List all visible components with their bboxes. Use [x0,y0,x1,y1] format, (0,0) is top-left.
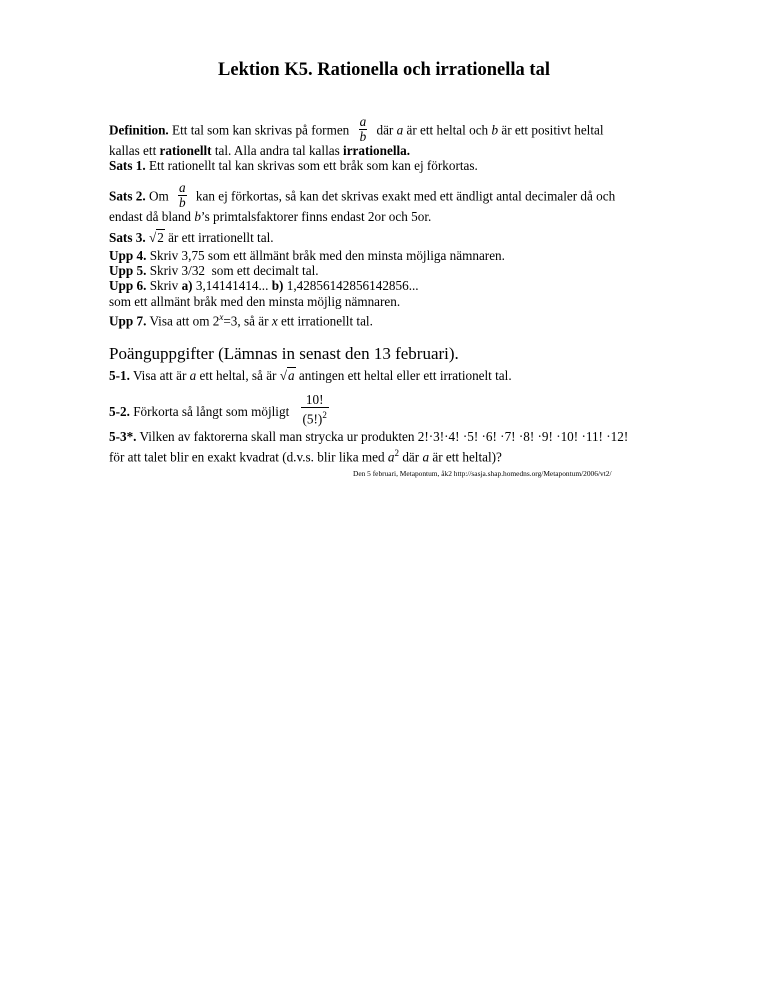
sats-3-label: Sats 3. [109,230,146,245]
section-heading: Poänguppgifter (Lämnas in senast den 13 februari). [109,344,459,363]
problem-5-3-line-2 [109,445,502,465]
sats-2-label: Sats 2. [109,188,146,204]
upp-4 [109,248,505,264]
upp-7-label: Upp 7. [109,313,147,329]
fraction-denominator: b [359,129,367,144]
definition-label: Definition. [109,122,169,138]
definition-text: kallas ett [109,143,157,158]
upp-5-text: Skriv 3/32 som ett decimalt tal. [149,263,319,278]
term-irrationella: irrationella. [343,143,411,158]
sats-2-text: kan ej förkortas, så kan det skrivas exakt med ett ändligt antal decimaler då och [195,188,616,204]
radical-sign: √ [148,230,157,245]
page-title: Lektion K5. Rationella och irrationella tal [218,60,550,80]
upp-6-label: Upp 6. [109,278,147,293]
sats-2-text: Om [148,188,169,204]
upp-6-part-a-label: a) [181,278,193,293]
upp-5-label: Upp 5. [109,263,147,278]
upp-5 [109,263,319,279]
variable-a: a [396,122,404,138]
upp-6-text: Skriv [149,278,179,293]
variable-x: x [271,313,278,329]
fraction-numerator: 10! [301,392,329,408]
sats-3-text: är ett irrationellt tal. [168,230,274,245]
problem-5-2 [109,392,329,430]
upp-7 [109,309,373,329]
upp-6-part-b-value: 1,42856142856142856... [286,278,419,293]
variable-b: b [491,122,499,138]
exponent-x: x [219,312,224,322]
definition-text: där [376,122,394,138]
radicand: 2 [157,230,164,245]
problem-5-1-label: 5-1. [109,368,130,383]
definition-text: tal. Alla andra tal kallas [214,143,340,158]
upp-6-text: som ett allmänt bråk med den minsta möjlig nämnaren. [109,294,401,309]
upp-6-line-2 [109,294,400,310]
sats-1-label: Sats 1. [109,158,146,173]
sats-2-text: ’s primtalsfaktorer finns endast 2or och 5or. [200,209,432,224]
problem-5-3-label: 5-3*. [109,429,137,444]
variable-a: a [189,368,197,383]
upp-7-text: Visa att om 2 [149,313,220,329]
upp-7-text: =3, så är [223,313,269,329]
definition-line-2 [109,143,410,159]
sats-2-line-2 [109,209,431,225]
sats-1 [109,158,478,174]
sats-2 [109,180,616,212]
definition-text: är ett heltal och [406,122,489,138]
fraction-a-over-b [359,115,368,144]
definition-line [109,114,604,146]
variable-b: b [194,209,201,224]
denominator-base: (5!) [302,411,323,427]
radicand: a [287,368,295,383]
exponent-2: 2 [394,448,400,458]
upp-4-text: Skriv 3,75 som ett ällmänt bråk med den minsta möjliga nämnaren. [149,248,505,263]
upp-4-label: Upp 4. [109,248,147,263]
upp-7-text: ett irrationellt tal. [280,313,373,329]
fraction-denominator: b [179,195,186,210]
problem-5-2-text: Förkorta så långt som möjligt [133,404,290,420]
problem-5-1 [109,368,512,384]
problem-5-3-text: Vilken av faktorerna skall man strycka ur produkten 2!·3!·4! ·5! ·6! ·7! ·8! ·9! ·10! ·11! ·12! [139,429,629,444]
upp-6-part-b-label: b) [271,278,284,293]
fraction-a-over-b [178,181,187,210]
problem-5-1-text: Visa att är [132,368,187,383]
problem-5-1-text: ett heltal, så är [199,368,277,383]
definition-text: är ett positivt heltal [501,122,604,138]
problem-5-2-label: 5-2. [109,404,130,420]
denominator-exponent: 2 [322,410,327,420]
square-root-a [280,368,296,384]
problem-5-3-text: för att talet blir en exakt kvadrat (d.v.s. blir lika med [109,449,385,465]
fraction-10-factorial-over-5-factorial-squared [301,392,329,426]
footer-note: Den 5 februari, Metapontum, åk2 http://sasja.shap.homedns.org/Metapontum/2006/vt2/ [353,469,612,478]
problem-5-3-text: är ett heltal)? [432,449,502,465]
sats-3 [109,230,274,246]
square-root-2 [149,230,165,246]
term-rationellt: rationellt [159,143,212,158]
variable-a: a [422,449,430,465]
upp-6-part-a-value: 3,14141414... [195,278,269,293]
fraction-denominator [301,408,329,426]
sats-2-text: endast då bland [109,209,192,224]
problem-5-1-text: antingen ett heltal eller ett irrationelt tal. [298,368,512,383]
problem-5-3-text: där [402,449,420,465]
fraction-numerator: a [179,180,186,195]
upp-6 [109,278,419,294]
fraction-numerator: a [359,114,367,129]
problem-5-3 [109,429,628,445]
sats-1-text: Ett rationellt tal kan skrivas som ett bråk som kan ej förkortas. [148,158,478,173]
definition-text: Ett tal som kan skrivas på formen [172,122,350,138]
variable-a: a [387,449,395,465]
radical-sign: √ [279,368,287,383]
